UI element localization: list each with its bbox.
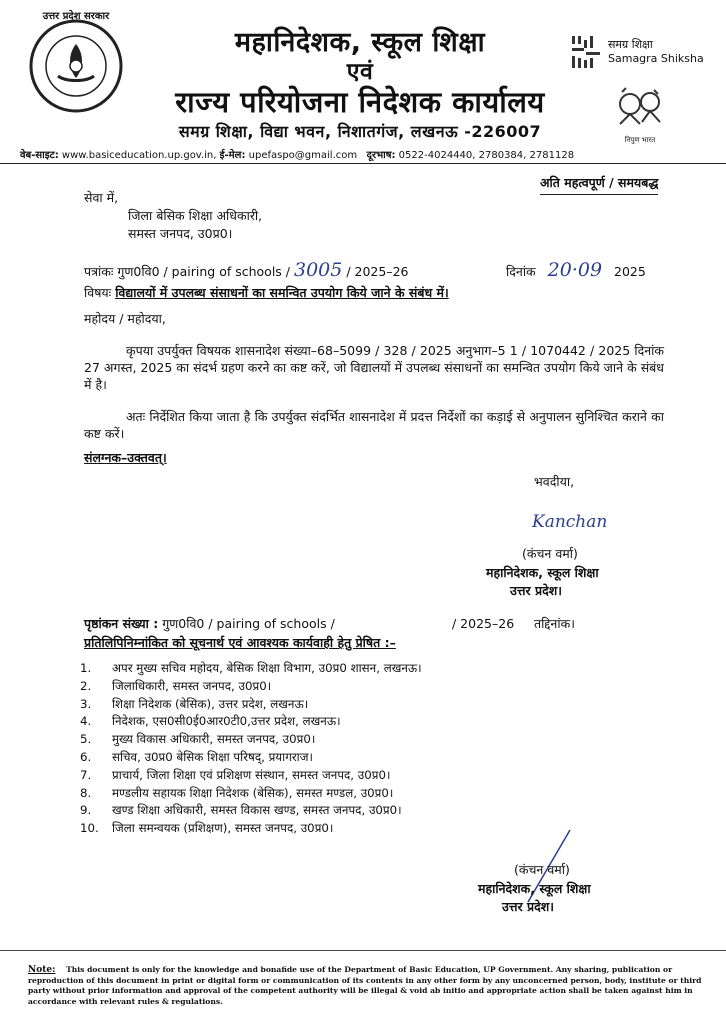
recipient-line2: समस्त जनपद, उ0प्र0। <box>128 226 233 241</box>
endorsement-line <box>84 616 684 633</box>
reference-suffix: / 2025–26 <box>346 264 409 279</box>
greeting: महोदय / महोदया, <box>84 311 166 326</box>
copy-list-text: मुख्य विकास अधिकारी, समस्त जनपद, उ0प्र0। <box>112 732 316 747</box>
body-paragraph-1: कृपया उपर्युक्त विषयक शासनादेश संख्या–68–5099 / 328 / 2025 अनुभाग–5 1 / 1070442 / 2025 दिनांक 27 अगस्त, 2025 का संदर्भ ग्रहण करने का कष्ट करें, जो विद्यालयों में उपलब्ध संसाधनों का समन्वित उपयोग किये जाने के संबंध में है। <box>84 343 664 392</box>
signatory2-state: उत्तर प्रदेश। <box>502 899 554 914</box>
closing: भवदीया, <box>534 474 575 489</box>
body-paragraph-2: अतः निर्देशित किया जाता है कि उपर्युक्त संदर्भित शासनादेश में प्रदत्त निर्देशों का कड़ाई से अनुपालन सुनिश्चित कराने का कष्ट करें। <box>84 409 664 441</box>
seal-emblem-icon <box>28 18 124 114</box>
samagra-hindi-label: समग्र शिक्षा <box>608 38 653 51</box>
phone-label: दूरभाष: <box>366 150 396 161</box>
reference-label: पत्रांकः <box>84 264 114 279</box>
phone-numbers: 0522-4024440, 2780384, 2781128 <box>398 150 575 161</box>
copy-list-text: अपर मुख्य सचिव महोदय, बेसिक शिक्षा विभाग, उ0प्र0 शासन, लखनऊ। <box>112 661 422 675</box>
copy-list-text: मण्डलीय सहायक शिक्षा निदेशक (बेसिक), समस्त मण्डल, उ0प्र0। <box>112 785 394 800</box>
date-label: दिनांक <box>506 264 536 279</box>
date-handwritten: 20·09 <box>547 259 603 281</box>
endorsement-prefix: गुण0वि0 / pairing of schools / <box>162 616 335 631</box>
copy-list-text: खण्ड शिक्षा अधिकारी, समस्त विकास खण्ड, समस्त जनपद, उ0प्र0। <box>112 803 402 818</box>
copy-list-text: जिला समन्वयक (प्रशिक्षण), समस्त जनपद, उ0प्र0। <box>112 821 334 836</box>
copy-list-number: 4. <box>80 714 92 729</box>
seal-text: उत्तर प्रदेश सरकार <box>42 11 110 22</box>
header-divider <box>0 163 726 164</box>
nipun-label: निपुण भारत <box>624 136 656 144</box>
copy-list-number: 8. <box>80 785 92 800</box>
copy-list-item <box>80 696 680 714</box>
note-text: This document is only for the knowledge and bonafide use of the Department of Basic Education, UP Government. Any sharing, publication or reproduction of this document in print or digital form or communication of its contents in any other form by any unconcerned person, body, institute or third party without prior information and approval of the competent authority will be illegal & void ab initio and appropriate action shall be taken against him in accordance with relevant rules & regulations. <box>28 965 702 1006</box>
copy-list-text: शिक्षा निदेशक (बेसिक), उत्तर प्रदेश, लखनऊ। <box>112 696 309 711</box>
copy-list-item <box>80 767 680 785</box>
date-year: 2025 <box>614 264 646 279</box>
signatory2-designation: महानिदेशक, स्कूल शिक्षा <box>478 881 591 896</box>
reference-number-handwritten: 3005 <box>293 259 343 281</box>
subject-text: विद्यालयों में उपलब्ध संसाधनों का समन्वित उपयोग किये जाने के संबंध में। <box>115 285 449 300</box>
signatory2-name: (कंचन वर्मा) <box>514 862 570 877</box>
website-link[interactable]: www.basiceducation.up.gov.in, <box>61 150 217 161</box>
priority-tag: अति महत्वपूर्ण / समयबद्ध <box>540 175 658 195</box>
copy-list-number: 9. <box>80 803 92 818</box>
copy-list-item <box>80 820 680 838</box>
email-label: ई-मेल: <box>219 150 246 161</box>
up-government-seal <box>28 18 124 114</box>
footer-divider <box>0 950 726 951</box>
copy-list-text: सचिव, उ0प्र0 बेसिक शिक्षा परिषद्, प्रयागराज। <box>112 749 313 764</box>
endorsement-date: तद्दिनांक। <box>534 616 575 631</box>
copy-list-number: 5. <box>80 732 92 747</box>
copy-list-number: 6. <box>80 749 92 764</box>
enclosure: संलग्नक–उक्तवत्। <box>84 450 167 465</box>
date-block <box>506 258 646 284</box>
samagra-grid-icon <box>568 34 604 72</box>
copy-list-item <box>80 731 680 749</box>
signatory-designation: महानिदेशक, स्कूल शिक्षा <box>486 565 599 580</box>
samagra-english-label: Samagra Shiksha <box>608 52 704 65</box>
copy-list-item <box>80 660 680 678</box>
nipun-children-icon <box>612 86 668 132</box>
endorsement-label: पृष्ठांकन संख्या : <box>84 616 159 631</box>
samagra-shiksha-logo <box>568 34 708 74</box>
copy-list-item <box>80 785 680 803</box>
copy-list-item <box>80 713 680 731</box>
copy-list <box>80 660 680 838</box>
website-label: वेब-साइट: <box>20 150 59 161</box>
signatory-state: उत्तर प्रदेश। <box>510 583 562 598</box>
copy-list-item <box>80 749 680 767</box>
copy-list-item <box>80 802 680 820</box>
to-label: सेवा में, <box>84 190 119 205</box>
copy-to-heading: प्रतिलिपिनिम्नांकित को सूचनार्थ एवं आवश्यक कार्यवाही हेतु प्रेषित :– <box>84 635 396 650</box>
footer-note <box>28 965 708 1007</box>
subject-label: विषयः <box>84 285 112 300</box>
signatory-name: (कंचन वर्मा) <box>522 546 578 561</box>
copy-list-number: 10. <box>80 821 99 836</box>
office-address: समग्र शिक्षा, विद्या भवन, निशातगंज, लखनऊ -226007 <box>178 122 542 141</box>
subject-line <box>84 285 684 302</box>
copy-list-item <box>80 678 680 696</box>
copy-list-number: 3. <box>80 696 92 711</box>
recipient-line1: जिला बेसिक शिक्षा अधिकारी, <box>128 208 263 223</box>
signature-handwritten: Kanchan <box>532 512 608 532</box>
copy-list-text: प्राचार्य, जिला शिक्षा एवं प्रशिक्षण संस्थान, समस्त जनपद, उ0प्र0। <box>112 767 391 782</box>
copy-list-text: निदेशक, एस0सी0ई0आर0टी0,उत्तर प्रदेश, लखनऊ। <box>112 714 341 729</box>
contact-line <box>20 147 710 161</box>
note-label: Note: <box>28 965 56 975</box>
nipun-bharat-logo <box>612 86 668 144</box>
copy-list-number: 1. <box>80 661 92 675</box>
office-title-line1: महानिदेशक, स्कूल शिक्षा <box>234 27 486 58</box>
office-title-line3: राज्य परियोजना निदेशक कार्यालय <box>175 85 545 119</box>
reference-prefix: गुण0वि0 / pairing of schools / <box>117 264 290 279</box>
endorsement-year: / 2025–26 <box>452 616 515 631</box>
copy-list-number: 2. <box>80 678 92 693</box>
email-link[interactable]: upefaspo@gmail.com <box>248 150 358 161</box>
copy-list-text: जिलाधिकारी, समस्त जनपद, उ0प्र0। <box>112 678 272 693</box>
office-title-line2: एवं <box>346 59 374 85</box>
copy-list-number: 7. <box>80 767 92 782</box>
